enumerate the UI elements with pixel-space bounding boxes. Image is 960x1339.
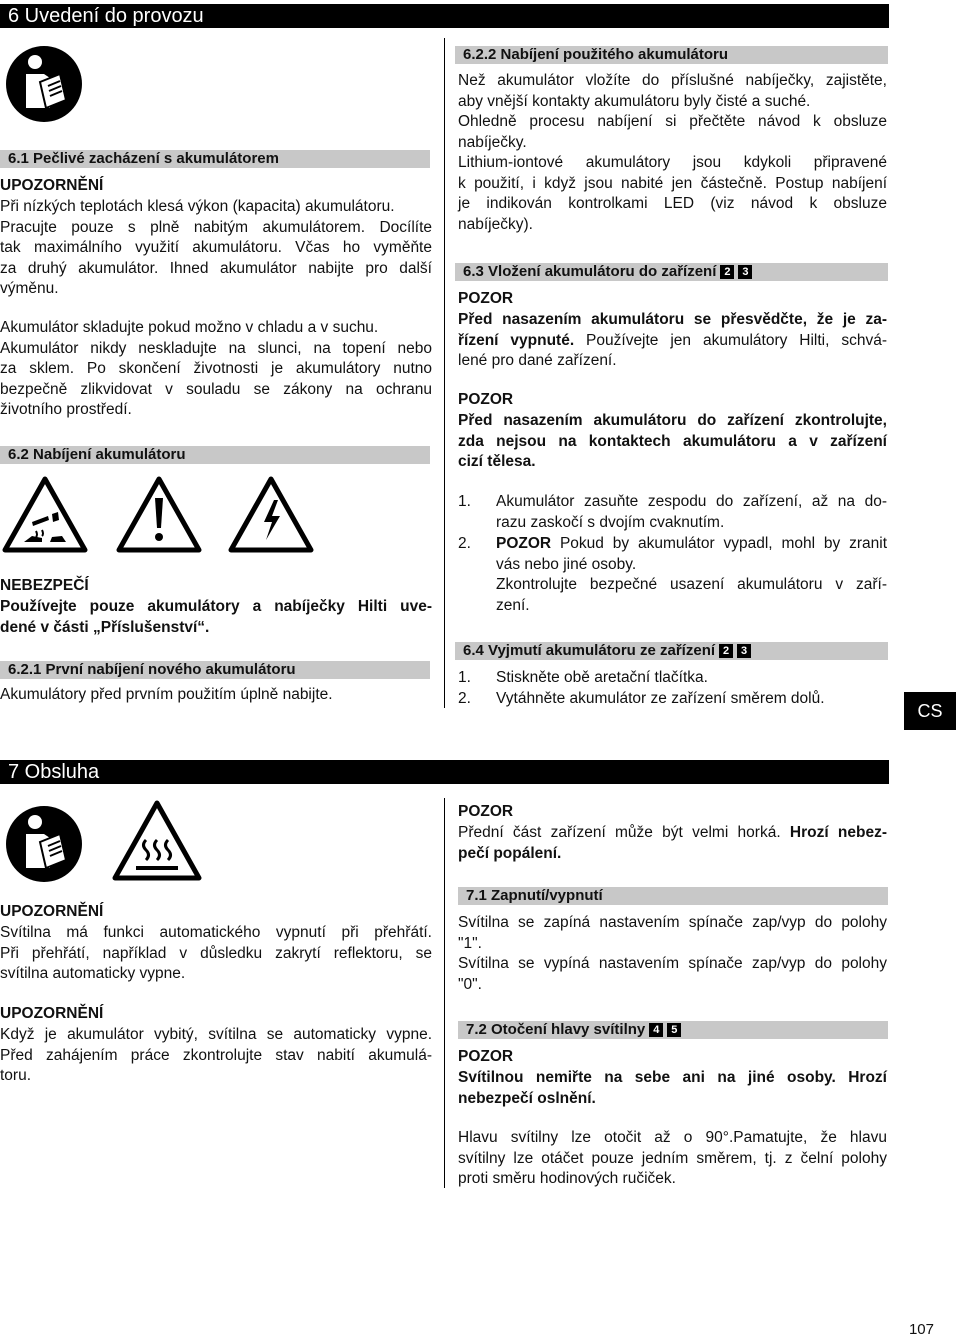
step-number: 2. <box>458 535 471 552</box>
caution-heading: POZOR <box>458 803 514 820</box>
caution-heading: POZOR <box>458 290 514 307</box>
step-number: 2. <box>458 690 471 707</box>
section-6-2-title: 6.2 Nabíjení akumulátoru <box>0 446 430 464</box>
column-divider <box>444 38 445 708</box>
caution-heading: POZOR <box>458 391 514 408</box>
section-7-title: 7 Obsluha <box>0 760 889 784</box>
note-text: Když je akumulátor vybitý, svítilna se automaticky vypne. Před zahájením práce zkontrolujte stav nabití akumulá- toru. <box>0 1026 432 1084</box>
section-6-2-2-title: 6.2.2 Nabíjení použitého akumulátoru <box>455 46 888 64</box>
step-text: Akumulátor zasuňte zespodu do zařízení, až na do- razu zaskočí s dvojím cvaknutím. <box>496 493 887 531</box>
figure-ref-5: 5 <box>667 1023 681 1037</box>
corrosive-warning-icon <box>2 476 88 554</box>
figure-ref-3: 3 <box>738 265 752 279</box>
caution-text: Před nasazením akumulátoru do zařízení zkontrolujte, zda nejsou na kontaktech akumulátoru a v zařízení cizí tělesa. <box>458 412 887 470</box>
danger-heading: NEBEZPEČÍ <box>0 577 89 594</box>
section-7-2-title: 7.2 Otočení hlavy svítilny 4 5 <box>458 1021 888 1039</box>
step-text: Vytáhněte akumulátor ze zařízení směrem dolů. <box>496 690 825 707</box>
storage-paragraph: Akumulátor skladujte pokud možno v chladu a v suchu. Akumulátor nikdy neskladujte na slunci, na topení nebo za sklem. Po skončení životnosti je akumulátory nutno bezpečně zlikvidovat v souladu se zákony na ochranu životního prostředí. <box>0 319 432 418</box>
general-warning-icon <box>116 476 202 554</box>
note-heading: UPOZORNĚNÍ <box>0 903 104 920</box>
hot-surface-warning-icon <box>112 800 202 882</box>
caution-text: Přední část zařízení může být velmi horká. Hrozí nebez- pečí popálení. <box>458 824 887 862</box>
read-manual-icon <box>4 44 84 124</box>
figure-ref-2: 2 <box>719 644 733 658</box>
step-number: 1. <box>458 669 471 686</box>
on-off-text: Svítilna se zapíná nastavením spínače zap/vyp do polohy "1". Svítilna se vypíná nastavením spínače zap/vyp do polohy "0". <box>458 914 887 993</box>
used-battery-charge-text: Než akumulátor vložíte do příslušné nabíječky, zajistěte, aby vnější kontakty akumulátoru byly čisté a suché. Ohledně procesu nabíjení si přečtěte návod k obsluze nabíječky. Lithium-iontové akumulátory jsou kdykoli připravené k použití, i když jsou nabité jen částečně. Postup nabíjení je indikován kontrolkami LED (viz návod k obsluze nabíječky). <box>458 72 887 233</box>
read-manual-icon <box>4 804 84 884</box>
page-number: 107 <box>908 1321 934 1338</box>
section-6-1-title: 6.1 Pečlivé zacházení s akumulátorem <box>0 150 430 168</box>
section-6-3-title: 6.3 Vložení akumulátoru do zařízení 2 3 <box>455 263 888 281</box>
note-heading: UPOZORNĚNÍ <box>0 177 104 194</box>
language-tab: CS <box>904 692 956 730</box>
section-7-1-title: 7.1 Zapnutí/vypnutí <box>458 887 888 905</box>
note-text: Svítilna má funkci automatického vypnutí při přehřátí. Při přehřátí, například v důsledku zakrytí reflektoru, se svítilna automaticky vypne. <box>0 924 432 982</box>
section-6-2-1-title: 6.2.1 První nabíjení nového akumulátoru <box>0 661 430 679</box>
step-number: 1. <box>458 493 471 510</box>
caution-text: Před nasazením akumulátoru se přesvědčte, že je za- řízení vypnuté. Používejte jen akumulátory Hilti, schvá- lené pro dané zařízení. <box>458 311 887 369</box>
section-6-4-title: 6.4 Vyjmutí akumulátoru ze zařízení 2 3 <box>455 642 888 660</box>
caution-text: Svítilnou nemiřte na sebe ani na jiné osoby. Hrozí nebezpečí oslnění. <box>458 1069 887 1107</box>
figure-ref-3: 3 <box>737 644 751 658</box>
head-rotation-text: Hlavu svítilny lze otočit až o 90°.Pamatujte, že hlavu svítilny lze otáčet pouze jedním směrem, tj. z čelní polohy proti směru hodinových ručiček. <box>458 1129 887 1187</box>
note-text: Při nízkých teplotách klesá výkon (kapacita) akumulátoru. Pracujte pouze s plně nabitým akumulátorem. Docílíte tak maximálního využití akumulátoru. Včas ho vyměňte za druhý akumulátor. Ihned akumulátor nabijte pro další výměnu. <box>0 198 432 297</box>
step-text: POZOR Pokud by akumulátor vypadl, mohl by zranit vás nebo jiné osoby. Zkontrolujte bezpečné usazení akumulátoru v zaří- zení. <box>496 535 887 614</box>
danger-text: Používejte pouze akumulátory a nabíječky Hilti uve- dené v části „Příslušenství“. <box>0 598 432 636</box>
step-text: Stiskněte obě aretační tlačítka. <box>496 669 708 686</box>
first-charge-text: Akumulátory před prvním použitím úplně nabijte. <box>0 686 333 703</box>
column-divider <box>444 798 445 1188</box>
figure-ref-4: 4 <box>649 1023 663 1037</box>
section-6-title: 6 Uvedení do provozu <box>0 4 889 28</box>
electric-hazard-icon <box>228 476 314 554</box>
note-heading: UPOZORNĚNÍ <box>0 1005 104 1022</box>
caution-heading: POZOR <box>458 1048 514 1065</box>
figure-ref-2: 2 <box>720 265 734 279</box>
